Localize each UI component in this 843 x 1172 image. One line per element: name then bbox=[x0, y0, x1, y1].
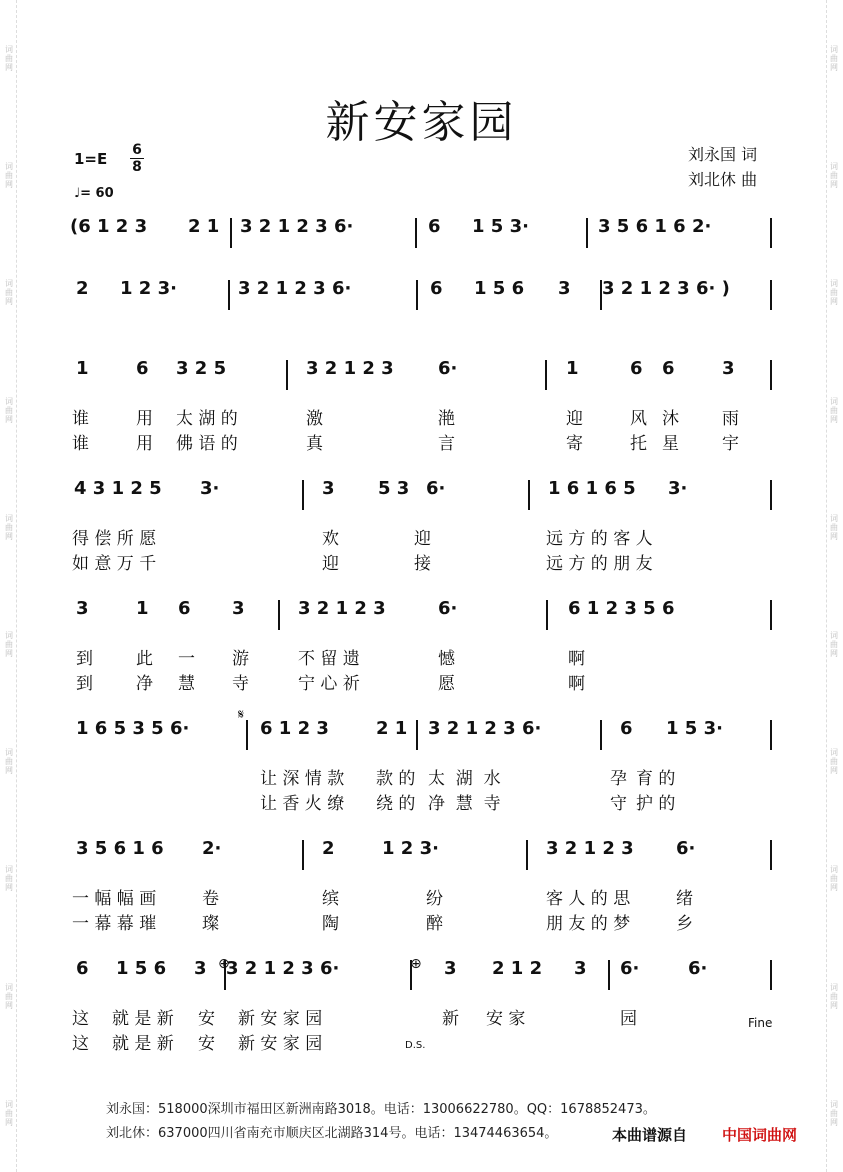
lyric-syllable: 迎 bbox=[322, 554, 339, 574]
lyric-syllable: 迎 bbox=[414, 529, 431, 549]
barline bbox=[528, 480, 530, 510]
lyricist-credit: 刘永国 词 bbox=[688, 145, 758, 164]
notes-row bbox=[70, 358, 780, 388]
watermark: 词曲网 bbox=[829, 631, 839, 659]
time-signature bbox=[130, 142, 144, 175]
lyric-syllable: 款 的 bbox=[376, 769, 416, 789]
lyric-syllable: 安 家 bbox=[486, 1009, 526, 1029]
lyric-syllable: 新 安 家 园 bbox=[238, 1009, 323, 1029]
note-group: 6 bbox=[662, 358, 675, 379]
lyric-syllable: 愿 bbox=[438, 674, 455, 694]
lyric-syllable: 寄 bbox=[566, 434, 583, 454]
barline bbox=[416, 280, 418, 310]
song-title: 新安家园 bbox=[325, 97, 518, 148]
lyric-syllable: 让 深 情 款 bbox=[260, 769, 345, 789]
watermark-strip-left bbox=[2, 0, 17, 1172]
note-group: 3 bbox=[76, 598, 89, 619]
notes-row bbox=[70, 278, 780, 308]
lyric-syllable: 卷 bbox=[202, 889, 219, 909]
note-group: (6 1 2 3 bbox=[70, 216, 148, 237]
note-group: 1 6 5 3 5 6· bbox=[76, 718, 190, 739]
score-line bbox=[70, 592, 780, 694]
lyric-syllable: 净 bbox=[136, 674, 153, 694]
note-group: 6 bbox=[178, 598, 191, 619]
lyric-syllable: 朋 友 的 梦 bbox=[546, 914, 631, 934]
note-group: 6 bbox=[428, 216, 441, 237]
segno-mark: 𝄋 bbox=[238, 707, 245, 723]
watermark: 词曲网 bbox=[4, 396, 14, 424]
time-signature-top: 6 bbox=[132, 142, 142, 158]
footer-line-lyricist: 刘永国：518000深圳市福田区新洲南路3018。电话：13006622780。QQ：1678852473。 bbox=[106, 1102, 656, 1117]
note-group: 3 bbox=[232, 598, 245, 619]
key-signature: 1=E bbox=[74, 150, 108, 168]
footer-line-composer: 刘北休：637000四川省南充市顺庆区北湖路314号。电话：13474463654。 bbox=[106, 1126, 558, 1141]
lyric-syllable: 到 bbox=[76, 649, 93, 669]
lyric-syllable: 得 偿 所 愿 bbox=[72, 529, 157, 549]
barline bbox=[302, 840, 304, 870]
note-group: 2 1 bbox=[188, 216, 220, 237]
notes-row bbox=[70, 478, 780, 508]
lyric-syllable: 守 bbox=[610, 794, 627, 814]
note-group: 2 1 bbox=[376, 718, 408, 739]
lyric-syllable: 太 湖 水 bbox=[428, 769, 501, 789]
watermark: 词曲网 bbox=[4, 631, 14, 659]
lyric-syllable: 远 方 的 朋 友 bbox=[546, 554, 653, 574]
lyric-syllable: 新 bbox=[442, 1009, 459, 1029]
lyric-syllable: 远 方 的 客 人 bbox=[546, 529, 653, 549]
lyric-syllable: 雨 bbox=[722, 409, 739, 429]
lyric-syllable: 园 bbox=[620, 1009, 637, 1029]
note-group: 3 bbox=[574, 958, 587, 979]
lyric-syllable: 憾 bbox=[438, 649, 455, 669]
lyric-syllable: 这 bbox=[72, 1034, 89, 1054]
lyric-syllable: 陶 bbox=[322, 914, 339, 934]
barline bbox=[278, 600, 280, 630]
note-group: 2· bbox=[202, 838, 222, 859]
note-group: 1 6 1 6 5 bbox=[548, 478, 636, 499]
lyric-syllable: 托 bbox=[630, 434, 647, 454]
barline bbox=[545, 360, 547, 390]
score-line bbox=[70, 272, 780, 330]
lyric-syllable: 新 安 家 园 bbox=[238, 1034, 323, 1054]
note-group: 3 2 1 2 3 6· bbox=[238, 278, 352, 299]
lyric-syllable: 沐 bbox=[662, 409, 679, 429]
lyric-syllable: 星 bbox=[662, 434, 679, 454]
lyric-syllable: 太 湖 的 bbox=[176, 409, 238, 429]
lyric-syllable: 缤 bbox=[322, 889, 339, 909]
watermark: 词曲网 bbox=[829, 396, 839, 424]
barline bbox=[770, 720, 772, 750]
lyric-syllable: 用 bbox=[136, 434, 153, 454]
note-group: 3 bbox=[444, 958, 457, 979]
score-line bbox=[70, 352, 780, 454]
lyric-syllable: 这 bbox=[72, 1009, 89, 1029]
barline bbox=[416, 720, 418, 750]
barline bbox=[586, 218, 588, 248]
brand-link[interactable]: 中国词曲网 bbox=[722, 1126, 798, 1144]
note-group: 1 bbox=[566, 358, 579, 379]
lyric-syllable: 醉 bbox=[426, 914, 443, 934]
notes-row bbox=[70, 838, 780, 868]
lyric-syllable: 欢 bbox=[322, 529, 339, 549]
note-group: 2 bbox=[76, 278, 89, 299]
note-group: 3 2 1 2 3 6· bbox=[240, 216, 354, 237]
note-group: 1 bbox=[76, 358, 89, 379]
lyric-syllable: 净 慧 寺 bbox=[428, 794, 501, 814]
note-group: 6 1 2 3 5 6 bbox=[568, 598, 675, 619]
lyric-syllable: 绪 bbox=[676, 889, 693, 909]
barline bbox=[302, 480, 304, 510]
score-line bbox=[70, 832, 780, 934]
note-group: 1 2 3· bbox=[382, 838, 439, 859]
score-line bbox=[70, 210, 780, 268]
note-group: 1 5 3· bbox=[666, 718, 723, 739]
lyric-syllable: 一 幕 幕 璀 bbox=[72, 914, 157, 934]
note-group: 3 5 6 1 6 2· bbox=[598, 216, 712, 237]
lyric-syllable: 迎 bbox=[566, 409, 583, 429]
note-group: 3· bbox=[668, 478, 688, 499]
note-group: 6 1 2 3 bbox=[260, 718, 329, 739]
lyric-syllable: 护 的 bbox=[636, 794, 676, 814]
barline bbox=[228, 280, 230, 310]
score-line bbox=[70, 472, 780, 574]
note-group: 3 2 1 2 3 6· ) bbox=[602, 278, 730, 299]
watermark-strip-right bbox=[826, 0, 841, 1172]
ds-marking: D.S. bbox=[405, 1040, 426, 1051]
lyric-syllable: 接 bbox=[414, 554, 431, 574]
watermark: 词曲网 bbox=[829, 162, 839, 190]
notes-row bbox=[70, 216, 780, 246]
lyric-syllable: 一 幅 幅 画 bbox=[72, 889, 157, 909]
barline bbox=[770, 840, 772, 870]
note-group: 6· bbox=[620, 958, 640, 979]
note-group: 3 5 6 1 6 bbox=[76, 838, 164, 859]
note-group: 3 2 1 2 3 6· bbox=[428, 718, 542, 739]
watermark: 词曲网 bbox=[4, 513, 14, 541]
lyric-syllable: 谁 bbox=[72, 409, 89, 429]
lyric-syllable: 孕 bbox=[610, 769, 627, 789]
barline bbox=[770, 360, 772, 390]
lyric-syllable: 滟 bbox=[438, 409, 455, 429]
note-group: 6· bbox=[438, 358, 458, 379]
note-group: 3 bbox=[558, 278, 571, 299]
lyric-syllable: 纷 bbox=[426, 889, 443, 909]
score-line bbox=[70, 712, 780, 814]
note-group: 3· bbox=[200, 478, 220, 499]
fine-marking: Fine bbox=[748, 1016, 773, 1030]
note-group: 3 bbox=[722, 358, 735, 379]
note-group: 3 2 1 2 3 bbox=[298, 598, 386, 619]
note-group: 6 bbox=[136, 358, 149, 379]
note-group: 6· bbox=[676, 838, 696, 859]
composer-credit: 刘北休 曲 bbox=[688, 170, 758, 189]
barline bbox=[415, 218, 417, 248]
note-group: 6· bbox=[426, 478, 446, 499]
lyric-syllable: 此 bbox=[136, 649, 153, 669]
lyric-syllable: 游 bbox=[232, 649, 249, 669]
notes-row bbox=[70, 598, 780, 628]
watermark: 词曲网 bbox=[4, 1099, 14, 1127]
coda-mark: ⊕ bbox=[218, 956, 230, 972]
watermark: 词曲网 bbox=[4, 279, 14, 307]
barline bbox=[600, 280, 602, 310]
lyric-syllable: 就 是 新 bbox=[112, 1009, 174, 1029]
lyric-syllable: 不 留 遗 bbox=[298, 649, 360, 669]
lyric-syllable: 就 是 新 bbox=[112, 1034, 174, 1054]
barline bbox=[286, 360, 288, 390]
note-group: 6 bbox=[76, 958, 89, 979]
barline bbox=[770, 480, 772, 510]
note-group: 4 3 1 2 5 bbox=[74, 478, 162, 499]
barline bbox=[230, 218, 232, 248]
lyric-syllable: 宇 bbox=[722, 434, 739, 454]
note-group: 3 2 1 2 3 6· bbox=[226, 958, 340, 979]
barline bbox=[246, 720, 248, 750]
barline bbox=[546, 600, 548, 630]
lyric-syllable: 真 bbox=[306, 434, 323, 454]
lyric-syllable: 到 bbox=[76, 674, 93, 694]
note-group: 2 bbox=[322, 838, 335, 859]
note-group: 1 5 6 bbox=[474, 278, 525, 299]
note-group: 3 2 1 2 3 bbox=[546, 838, 634, 859]
lyric-syllable: 客 人 的 思 bbox=[546, 889, 631, 909]
lyric-syllable: 安 bbox=[198, 1034, 215, 1054]
note-group: 6 bbox=[620, 718, 633, 739]
footer-contacts bbox=[106, 1098, 656, 1146]
coda-mark: ⊕ bbox=[410, 956, 422, 972]
watermark: 词曲网 bbox=[829, 279, 839, 307]
note-group: 6 bbox=[630, 358, 643, 379]
note-group: 3 bbox=[194, 958, 207, 979]
barline bbox=[600, 720, 602, 750]
lyric-syllable: 璨 bbox=[202, 914, 219, 934]
watermark: 词曲网 bbox=[829, 865, 839, 893]
tempo-marking: ♩= 60 bbox=[74, 186, 114, 201]
lyric-syllable: 谁 bbox=[72, 434, 89, 454]
lyric-syllable: 如 意 万 千 bbox=[72, 554, 157, 574]
lyric-syllable: 一 bbox=[178, 649, 195, 669]
lyric-syllable: 寺 bbox=[232, 674, 249, 694]
note-group: 1 5 6 bbox=[116, 958, 167, 979]
notes-row bbox=[70, 958, 780, 988]
watermark: 词曲网 bbox=[4, 162, 14, 190]
time-signature-bottom: 8 bbox=[132, 159, 142, 175]
note-group: 3 bbox=[322, 478, 335, 499]
credits bbox=[688, 142, 757, 192]
source-label: 本曲谱源自 bbox=[612, 1126, 688, 1144]
note-group: 2 1 2 bbox=[492, 958, 543, 979]
note-group: 3 2 5 bbox=[176, 358, 227, 379]
note-group: 1 5 3· bbox=[472, 216, 529, 237]
lyric-syllable: 安 bbox=[198, 1009, 215, 1029]
lyric-syllable: 育 的 bbox=[636, 769, 676, 789]
watermark: 词曲网 bbox=[829, 748, 839, 776]
lyric-syllable: 言 bbox=[438, 434, 455, 454]
watermark: 词曲网 bbox=[829, 45, 839, 73]
barline bbox=[770, 218, 772, 248]
watermark: 词曲网 bbox=[4, 865, 14, 893]
note-group: 6· bbox=[688, 958, 708, 979]
barline bbox=[770, 280, 772, 310]
lyric-syllable: 激 bbox=[306, 409, 323, 429]
note-group: 1 2 3· bbox=[120, 278, 177, 299]
watermark: 词曲网 bbox=[4, 748, 14, 776]
barline bbox=[608, 960, 610, 990]
watermark: 词曲网 bbox=[4, 45, 14, 73]
lyric-syllable: 啊 bbox=[568, 649, 585, 669]
lyric-syllable: 宁 心 祈 bbox=[298, 674, 360, 694]
lyric-syllable: 风 bbox=[630, 409, 647, 429]
lyric-syllable: 啊 bbox=[568, 674, 585, 694]
lyric-syllable: 绕 的 bbox=[376, 794, 416, 814]
note-group: 6· bbox=[438, 598, 458, 619]
note-group: 5 3 bbox=[378, 478, 410, 499]
barline bbox=[770, 600, 772, 630]
note-group: 3 2 1 2 3 bbox=[306, 358, 394, 379]
barline bbox=[770, 960, 772, 990]
watermark: 词曲网 bbox=[829, 1099, 839, 1127]
lyric-syllable: 乡 bbox=[676, 914, 693, 934]
notes-row bbox=[70, 718, 780, 748]
lyric-syllable: 让 香 火 缭 bbox=[260, 794, 345, 814]
note-group: 6 bbox=[430, 278, 443, 299]
watermark: 词曲网 bbox=[4, 982, 14, 1010]
lyric-syllable: 慧 bbox=[178, 674, 195, 694]
barline bbox=[526, 840, 528, 870]
lyric-syllable: 佛 语 的 bbox=[176, 434, 238, 454]
note-group: 1 bbox=[136, 598, 149, 619]
lyric-syllable: 用 bbox=[136, 409, 153, 429]
watermark: 词曲网 bbox=[829, 513, 839, 541]
watermark: 词曲网 bbox=[829, 982, 839, 1010]
